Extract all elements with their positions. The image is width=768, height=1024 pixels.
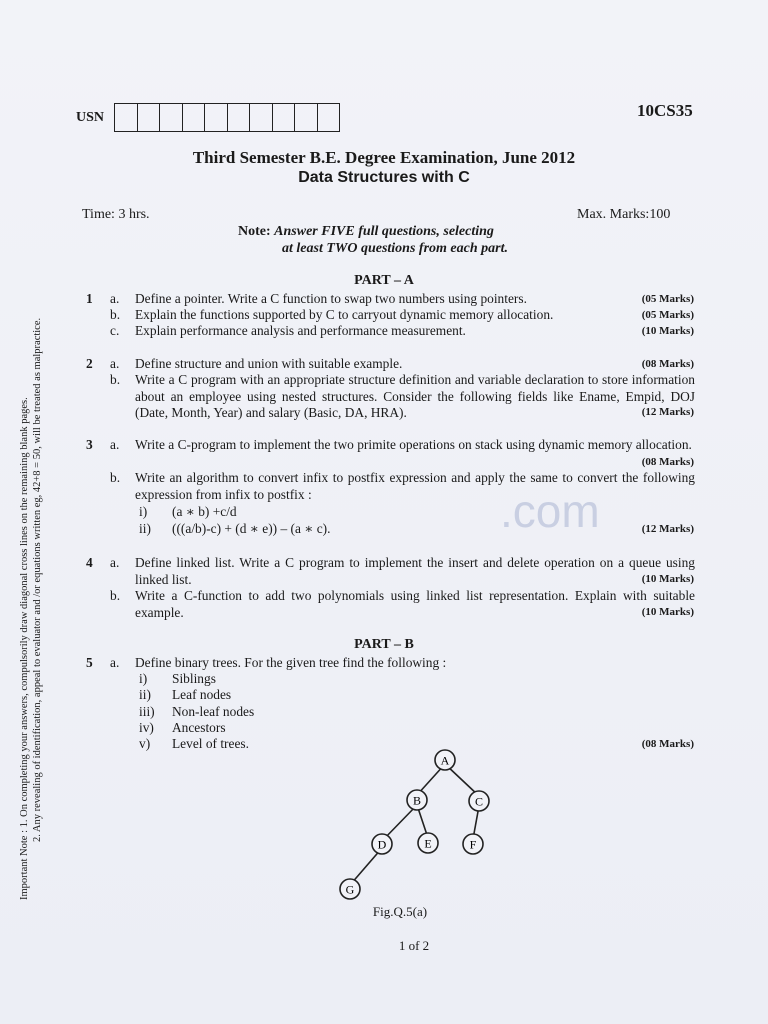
marks: (08 Marks) (641, 358, 694, 370)
page-number: 1 of 2 (398, 938, 430, 953)
part-b-heading: PART – B (354, 637, 414, 652)
marks: (10 Marks) (641, 606, 694, 618)
question-number: 4 (86, 555, 93, 570)
list-item-label: iii) (139, 704, 155, 719)
usn-box (295, 104, 318, 131)
side-note (18, 318, 44, 900)
question-number: 1 (86, 291, 93, 306)
tree-node-label: C (474, 794, 484, 809)
tree-node-e (418, 833, 438, 853)
time-allowed: Time: 3 hrs. (82, 207, 150, 222)
sub-label: b. (110, 307, 121, 322)
usn-label: USN (76, 110, 105, 125)
subject-title: Data Structures with C (298, 169, 470, 186)
sub-item-text: (((a/b)-c) + (d ∗ e)) – (a ∗ c). (172, 521, 331, 536)
tree-node-f (463, 834, 483, 854)
max-marks: Max. Marks:100 (577, 207, 671, 222)
question-text: Write a C program with an appropriate structure definition and variable declaration to store information about an employee using nested structures. Consider the following fields like Ename, Empid, DOJ (Date, Month, Year) and salary (Basic, DA, HRA). (135, 372, 695, 420)
marks: (12 Marks) (641, 523, 694, 535)
sub-label: c. (110, 323, 120, 338)
usn-box (115, 104, 138, 131)
question-text: Explain the functions supported by C to carryout dynamic memory allocation. (135, 307, 554, 322)
marks: (08 Marks) (641, 456, 694, 468)
sub-label: b. (110, 470, 121, 485)
list-item-text: Ancestors (172, 720, 226, 735)
tree-node-label: D (377, 837, 387, 852)
sub-label: a. (110, 356, 120, 371)
tree-node-c (469, 791, 489, 811)
figure-caption: Fig.Q.5(a) (372, 904, 428, 919)
sub-item-text: (a ∗ b) +c/d (172, 504, 237, 519)
marks: (12 Marks) (641, 406, 694, 418)
note-line1: Answer FIVE full questions, selecting (274, 224, 494, 239)
sub-label: b. (110, 588, 121, 603)
side-note-line1: Important Note : 1. On completing your answers, compulsorily draw diagonal cross lines on the remaining blank pages. (19, 397, 30, 900)
list-item-label: ii) (139, 687, 151, 702)
note-line2: at least TWO questions from each part. (282, 241, 508, 256)
question-text: Write a C-function to add two polynomials using linked list representation. Explain with suitable example. (135, 588, 695, 620)
sub-label: a. (110, 655, 120, 670)
usn-box (205, 104, 228, 131)
tree-node-b (407, 790, 427, 810)
sub-label: a. (110, 555, 120, 570)
instructions (238, 224, 494, 240)
binary-tree-figure (330, 748, 500, 908)
subject-code: 10CS35 (637, 101, 693, 120)
question-text: Explain performance analysis and performance measurement. (135, 323, 466, 338)
note-label: Note: (238, 224, 275, 239)
question-text: Write a C-program to implement the two primite operations on stack using dynamic memory allocation. (135, 437, 692, 452)
sub-item-label: i) (139, 504, 148, 519)
list-item-label: v) (139, 736, 151, 751)
usn-box (183, 104, 206, 131)
usn-box (318, 104, 340, 131)
question-text: Define binary trees. For the given tree find the following : (135, 655, 447, 670)
tree-node-a (435, 750, 455, 770)
list-item-label: iv) (139, 720, 154, 735)
marks: (05 Marks) (641, 293, 694, 305)
usn-box (160, 104, 183, 131)
sub-item-label: ii) (139, 521, 151, 536)
usn-box (273, 104, 296, 131)
question-text: Define a pointer. Write a C function to swap two numbers using pointers. (135, 291, 527, 306)
watermark: .com (500, 485, 600, 537)
marks: (10 Marks) (641, 325, 694, 337)
marks: (10 Marks) (641, 573, 694, 585)
question-text: Write an algorithm to convert infix to postfix expression and apply the same to convert the following expression from infix to postfix : (135, 470, 695, 502)
side-note-line2: 2. Any revealing of identification, appeal to evaluator and /or equations written eg, 42+8 = 50, will be treated as malpractice. (32, 317, 43, 842)
sub-label: a. (110, 437, 120, 452)
list-item-text: Non-leaf nodes (172, 704, 255, 719)
tree-node-label: F (469, 837, 477, 852)
usn-box (228, 104, 251, 131)
tree-node-label: B (412, 793, 422, 808)
marks: (08 Marks) (641, 738, 694, 750)
exam-title: Third Semester B.E. Degree Examination, June 2012 (192, 148, 576, 167)
question-number: 5 (86, 655, 93, 670)
question-text: Define structure and union with suitable example. (135, 356, 403, 371)
tree-node-d (372, 834, 392, 854)
question-number: 3 (86, 437, 93, 452)
tree-node-label: G (345, 882, 355, 897)
part-a-heading: PART – A (354, 273, 414, 288)
usn-box (138, 104, 161, 131)
list-item-text: Siblings (172, 671, 216, 686)
sub-label: b. (110, 372, 121, 387)
list-item-label: i) (139, 671, 148, 686)
marks: (05 Marks) (641, 309, 694, 321)
tree-node-label: E (424, 836, 432, 851)
sub-label: a. (110, 291, 120, 306)
question-number: 2 (86, 356, 93, 371)
list-item-text: Leaf nodes (172, 687, 232, 702)
usn-box (250, 104, 273, 131)
tree-node-label: A (440, 753, 450, 768)
usn-boxes (114, 103, 340, 132)
tree-node-g (340, 879, 360, 899)
list-item-text: Level of trees. (172, 736, 249, 751)
question-text: Define linked list. Write a C program to implement the insert and delete operation on a queue using linked list. (135, 555, 695, 587)
